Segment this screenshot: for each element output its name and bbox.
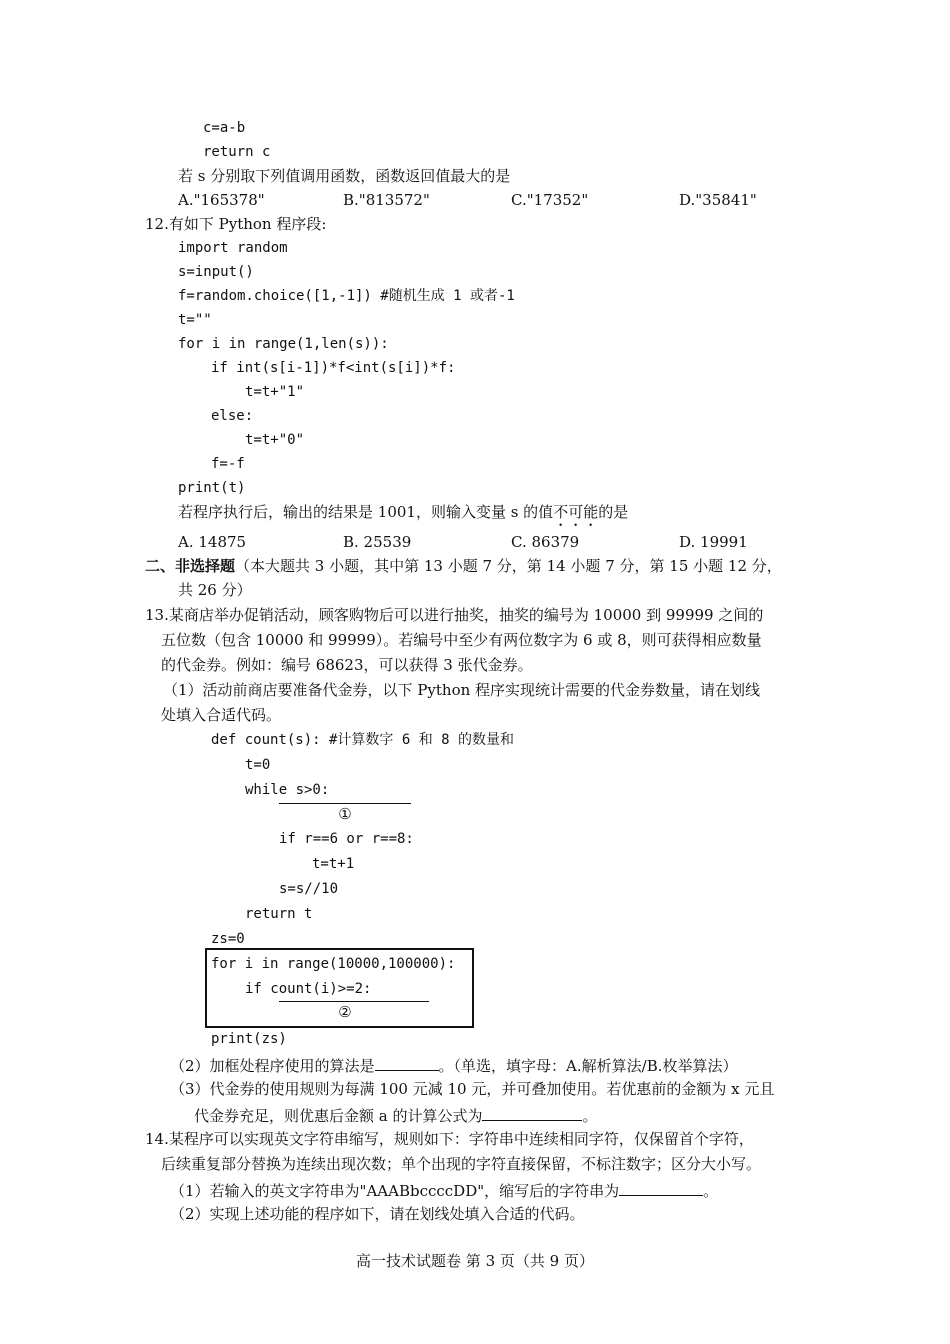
q12-option-c: C. 86379 (511, 533, 580, 551)
q13-part3-line-1: （3）代金券的使用规则为每满 100 元减 10 元，并可叠加使用。若优惠前的金额为 x 元且 (170, 1080, 775, 1098)
q12-option-a: A. 14875 (178, 533, 247, 551)
q12-code-line: else: (211, 408, 254, 424)
q13-stem-line-3: 的代金券。例如：编号 68623，可以获得 3 张代金券。 (161, 656, 533, 674)
q13-part3-answer-blank[interactable] (482, 1104, 582, 1121)
q14-stem-line-1: 14.某程序可以实现英文字符串缩写，规则如下：字符串中连续相同字符，仅保留首个字符， (145, 1130, 754, 1148)
section2-desc: （本大题共 3 小题，其中第 13 小题 7 分，第 14 小题 7 分，第 15 小题 12 分， (235, 557, 782, 575)
q12-code-line: f=random.choice([1,-1]) #随机生成 1 或者-1 (178, 288, 515, 304)
q13-code-line: print(zs) (211, 1031, 287, 1047)
q14-part1-pre: （1）若输入的英文字符串为"AAABbccccDD"，缩写后的字符串为 (170, 1182, 620, 1200)
q12-question (178, 502, 628, 530)
q13-part3-pre: 代金券充足，则优惠后金额 a 的计算公式为 (194, 1107, 483, 1125)
q13-part1-line-1: （1）活动前商店要准备代金券，以下 Python 程序实现统计需要的代金券数量，请在划线 (163, 681, 761, 699)
q13-code-line: if count(i)>=2: (245, 981, 372, 997)
q12-question-emphasis: 不可能 (553, 503, 599, 521)
q12-option-d: D. 19991 (679, 533, 748, 551)
q11-code-line-2: return c (203, 144, 271, 160)
q13-part3-post: 。 (582, 1107, 598, 1125)
q14-part1-answer-blank[interactable] (619, 1179, 703, 1196)
q12-code-line: t=t+"1" (245, 384, 305, 400)
q12-code-line: print(t) (178, 480, 246, 496)
q13-part2-post: 。（单选，填字母：A.解析算法/B.枚举算法） (438, 1057, 738, 1075)
q13-code-line: t=t+1 (312, 856, 355, 872)
q13-part2 (170, 1054, 738, 1076)
q14-part2: （2）实现上述功能的程序如下，请在划线处填入合适的代码。 (170, 1205, 585, 1223)
q13-stem-line-2: 五位数（包含 10000 和 99999）。若编号中至少有两位数字为 6 或 8，则可获得相应数量 (161, 631, 762, 649)
q12-code-line: import random (178, 240, 288, 256)
q12-code-line: s=input() (178, 264, 254, 280)
q12-option-b: B. 25539 (343, 533, 412, 551)
q13-code-def: def count(s): #计算数字 6 和 8 的数量和 (211, 732, 515, 748)
q13-stem-line-1: 13.某商店举办促销活动，顾客购物后可以进行抽奖，抽奖的编号为 10000 到 99999 之间的 (145, 606, 764, 624)
q12-question-pre: 若程序执行后，输出的结果是 1001，则输入变量 s 的值 (178, 503, 554, 521)
q13-part2-pre: （2）加框处程序使用的算法是 (170, 1057, 375, 1075)
q13-code-line: zs=0 (211, 931, 245, 947)
page-footer: 高一技术试题卷 第 3 页（共 9 页） (356, 1252, 594, 1270)
section2-desc-line-2: 共 26 分） (178, 581, 252, 599)
section2-header (145, 556, 782, 576)
q13-code-line: return t (245, 906, 313, 922)
q11-code-line-1: c=a-b (203, 120, 246, 136)
q12-stem: 12.有如下 Python 程序段: (145, 215, 327, 233)
q13-part2-answer-blank[interactable] (375, 1054, 439, 1071)
section2-title: 二、非选择题 (145, 557, 236, 575)
q11-stem: 若 s 分别取下列值调用函数，函数返回值最大的是 (178, 167, 511, 185)
q11-option-b: B."813572" (343, 191, 430, 209)
q13-blank-2-marker: ② (338, 1003, 352, 1021)
q12-code-line: t=t+"0" (245, 432, 305, 448)
q13-blank-1-marker: ① (338, 805, 352, 823)
q13-code-line: t=0 (245, 757, 271, 773)
q13-code-line: while s>0: (245, 782, 330, 798)
q13-code-line: for i in range(10000,100000): (211, 956, 456, 972)
q12-code-line: if int(s[i-1])*f<int(s[i])*f: (211, 360, 456, 376)
q13-code-line: if r==6 or r==8: (279, 831, 414, 847)
q14-stem-line-2: 后续重复部分替换为连续出现次数；单个出现的字符直接保留，不标注数字；区分大小写。 (161, 1155, 762, 1173)
q12-code-line: for i in range(1,len(s)): (178, 336, 389, 352)
q13-part1-line-2: 处填入合适代码。 (161, 706, 282, 724)
q12-code-line: f=-f (211, 456, 245, 472)
q14-part1 (170, 1179, 718, 1201)
q13-part3-line-2 (194, 1104, 598, 1126)
q13-code-line: s=s//10 (279, 881, 339, 897)
q14-part1-post: 。 (703, 1182, 719, 1200)
q11-option-d: D."35841" (679, 191, 757, 209)
q12-question-post: 的是 (598, 503, 629, 521)
q11-option-a: A."165378" (178, 191, 265, 209)
q12-code-line: t="" (178, 312, 212, 328)
q11-option-c: C."17352" (511, 191, 589, 209)
